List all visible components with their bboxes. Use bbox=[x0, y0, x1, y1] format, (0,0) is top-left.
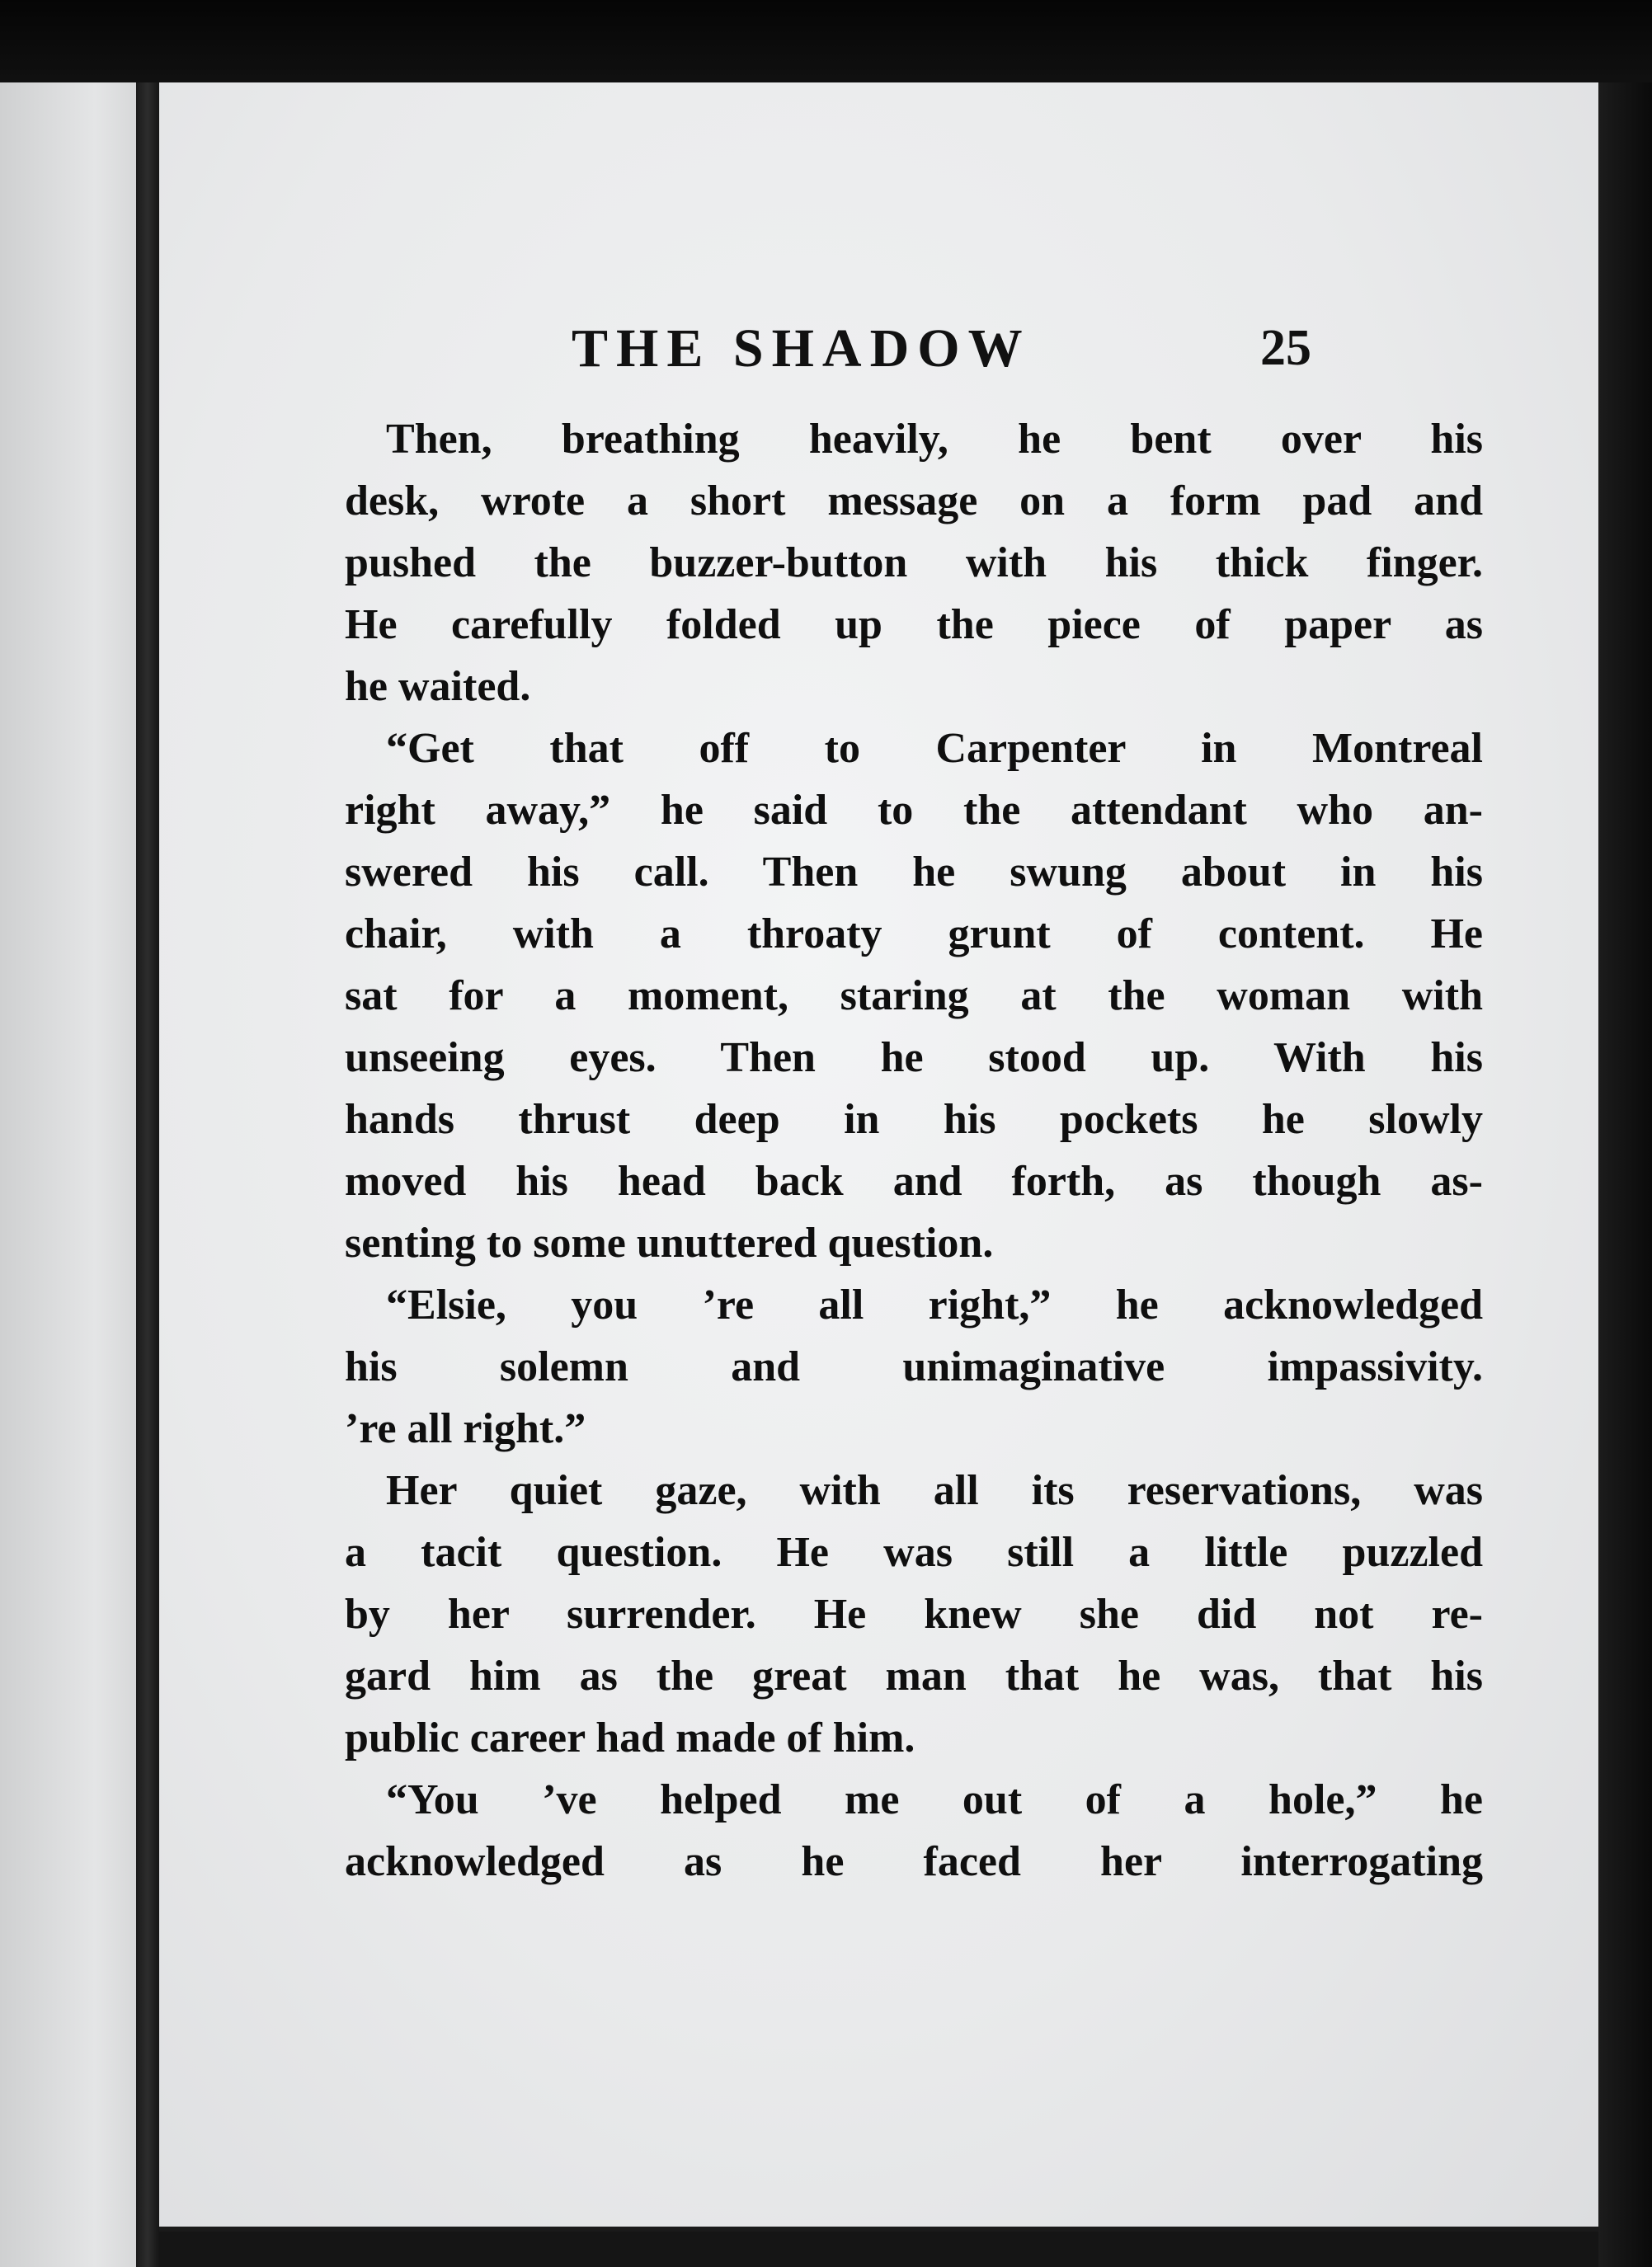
scan-bottom-border bbox=[159, 2232, 1598, 2267]
book-page bbox=[159, 82, 1598, 2232]
running-header bbox=[159, 317, 1598, 383]
text-line: his solemn and unimaginative impassivity. bbox=[345, 1343, 1483, 1390]
adjacent-page-edge bbox=[0, 82, 136, 2267]
scan-top-border bbox=[0, 0, 1652, 87]
page-number: 25 bbox=[1260, 320, 1311, 376]
body-text bbox=[345, 408, 1483, 1893]
text-line: a tacit question. He was still a little puzzled bbox=[345, 1529, 1483, 1576]
text-line: right away,” he said to the attendant who an- bbox=[345, 787, 1483, 834]
text-line: ’re all right.” bbox=[345, 1405, 586, 1452]
text-line: “Elsie, you ’re all right,” he acknowledged bbox=[386, 1282, 1483, 1329]
text-line: swered his call. Then he swung about in his bbox=[345, 849, 1483, 896]
text-line: public career had made of him. bbox=[345, 1714, 915, 1761]
text-line: “You ’ve helped me out of a hole,” he bbox=[386, 1776, 1483, 1823]
scan-right-border bbox=[1598, 82, 1652, 2267]
text-line: gard him as the great man that he was, that his bbox=[345, 1653, 1483, 1700]
text-line: he waited. bbox=[345, 663, 531, 710]
text-line: chair, with a throaty grunt of content. He bbox=[345, 910, 1483, 957]
running-title: THE SHADOW bbox=[572, 318, 1031, 379]
text-line: He carefully folded up the piece of paper as bbox=[345, 601, 1483, 648]
text-line: pushed the buzzer-button with his thick finger. bbox=[345, 539, 1483, 586]
book-gutter bbox=[136, 82, 159, 2267]
text-line: hands thrust deep in his pockets he slowly bbox=[345, 1096, 1483, 1143]
text-line: acknowledged as he faced her interrogating bbox=[345, 1838, 1483, 1885]
text-line: Her quiet gaze, with all its reservations, was bbox=[386, 1467, 1483, 1514]
text-line: desk, wrote a short message on a form pad and bbox=[345, 477, 1483, 524]
text-line: moved his head back and forth, as though as- bbox=[345, 1158, 1483, 1205]
text-line: by her surrender. He knew she did not re- bbox=[345, 1591, 1483, 1638]
text-line: senting to some unuttered question. bbox=[345, 1220, 994, 1267]
text-line: “Get that off to Carpenter in Montreal bbox=[386, 725, 1483, 772]
text-line: unseeing eyes. Then he stood up. With his bbox=[345, 1034, 1483, 1081]
text-line: Then, breathing heavily, he bent over his bbox=[386, 416, 1483, 463]
text-line: sat for a moment, staring at the woman with bbox=[345, 972, 1483, 1019]
